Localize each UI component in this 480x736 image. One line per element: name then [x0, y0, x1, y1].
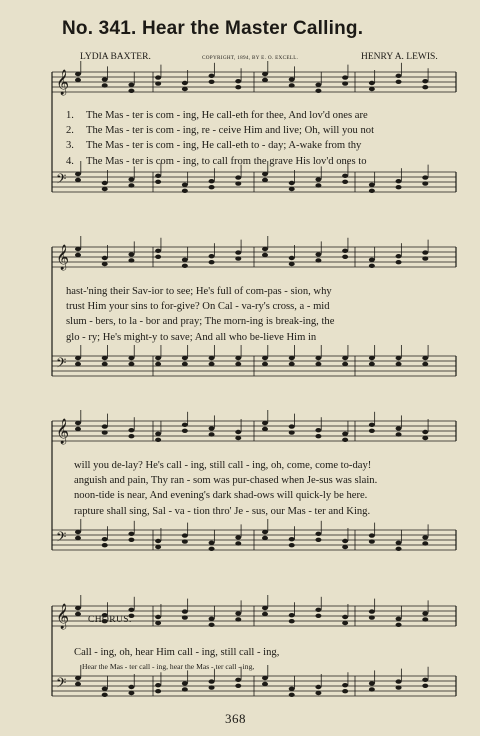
note-head [315, 356, 321, 360]
note-head [155, 362, 161, 366]
note-head [182, 423, 188, 427]
note-head [342, 180, 348, 184]
note-head [342, 75, 348, 79]
note-head [155, 249, 161, 253]
note-head [369, 362, 375, 366]
note-head [262, 536, 268, 540]
note-head [235, 617, 241, 621]
note-head [235, 436, 241, 440]
note-head [262, 247, 268, 251]
note-head [396, 541, 402, 545]
note-head [422, 678, 428, 682]
note-head [342, 174, 348, 178]
note-head [262, 72, 268, 76]
note-head [209, 260, 215, 264]
note-head [235, 250, 241, 254]
page-number: 368 [225, 711, 246, 726]
hymn-title: No. 341. Hear the Master Calling. [62, 18, 364, 39]
note-head [342, 249, 348, 253]
note-head [235, 535, 241, 539]
note-head [209, 185, 215, 189]
note-head [235, 678, 241, 682]
note-head [209, 547, 215, 551]
note-head [396, 356, 402, 360]
note-head [289, 256, 295, 260]
note-head [182, 429, 188, 433]
note-head [315, 428, 321, 432]
note-head [289, 83, 295, 87]
note-head [262, 178, 268, 182]
note-head [75, 247, 81, 251]
note-head [75, 606, 81, 610]
note-head [422, 256, 428, 260]
note-head [182, 264, 188, 268]
note-head [422, 684, 428, 688]
chorus-echo-lyric-line: Hear the Mas - ter call - ing, hear the Mas - ter call - ing, [82, 662, 255, 671]
note-head [342, 356, 348, 360]
note-head [128, 434, 134, 438]
verse-line: rapture shall sing, Sal - va - tion thro' Je - sus, our Mas - ter and King. [74, 505, 371, 517]
note-head [396, 74, 402, 78]
note-head [75, 530, 81, 534]
note-head [102, 262, 108, 266]
note-head [102, 430, 108, 434]
note-head [369, 539, 375, 543]
note-head [342, 438, 348, 442]
note-head [315, 608, 321, 612]
system3-lyrics [74, 458, 466, 519]
note-head [155, 438, 161, 442]
note-head [209, 362, 215, 366]
note-head [128, 691, 134, 695]
note-head [396, 679, 402, 683]
note-head [182, 681, 188, 685]
note-head [209, 80, 215, 84]
note-head [155, 255, 161, 259]
note-head [289, 613, 295, 617]
note-head [155, 432, 161, 436]
note-head [396, 362, 402, 366]
note-head [315, 691, 321, 695]
note-head [315, 685, 321, 689]
note-head [75, 427, 81, 431]
note-head [182, 258, 188, 262]
note-head [422, 250, 428, 254]
note-head [369, 189, 375, 193]
note-head [235, 79, 241, 83]
note-head [128, 89, 134, 93]
note-head [182, 356, 188, 360]
note-head [289, 362, 295, 366]
system2-lyrics [66, 284, 458, 345]
note-head [209, 432, 215, 436]
note-head [342, 432, 348, 436]
note-head [209, 74, 215, 78]
note-head [128, 356, 134, 360]
note-head [155, 545, 161, 549]
note-head [369, 609, 375, 613]
note-head [315, 89, 321, 93]
note-head [128, 685, 134, 689]
note-head [396, 426, 402, 430]
note-head [235, 175, 241, 179]
note-head [369, 87, 375, 91]
note-head [75, 612, 81, 616]
composer-credit: HENRY A. LEWIS. [361, 52, 438, 62]
note-head [342, 683, 348, 687]
note-head [422, 175, 428, 179]
bass-clef: 𝄢 [56, 675, 67, 694]
note-head [369, 681, 375, 685]
note-head [128, 532, 134, 536]
note-head [155, 621, 161, 625]
note-head [235, 430, 241, 434]
note-head [75, 421, 81, 425]
verse-line: noon-tide is near, And evening's dark shad-ows will quick-ly be here. [74, 490, 368, 502]
note-head [128, 428, 134, 432]
note-head [75, 72, 81, 76]
note-head [209, 426, 215, 430]
note-head [422, 611, 428, 615]
note-head [342, 539, 348, 543]
note-head [369, 687, 375, 691]
note-head [396, 617, 402, 621]
verse-line: 2. The Mas - ter is com - ing, re - ceive Him and live; Oh, will you not [66, 125, 375, 137]
note-head [369, 264, 375, 268]
note-head [182, 539, 188, 543]
verse-line: slum - bers, to la - bor and pray; The morn-ing is break-ing, the [66, 316, 335, 328]
note-head [102, 424, 108, 428]
note-head [155, 180, 161, 184]
note-head [182, 87, 188, 91]
note-head [209, 356, 215, 360]
note-head [396, 547, 402, 551]
note-head [342, 362, 348, 366]
bass-clef: 𝄢 [56, 355, 67, 374]
note-head [369, 429, 375, 433]
note-head [75, 253, 81, 257]
note-head [342, 615, 348, 619]
note-head [422, 181, 428, 185]
verse-line: 1. The Mas - ter is com - ing, He call-eth for thee, And lov'd ones are [66, 110, 368, 121]
note-head [315, 183, 321, 187]
note-head [102, 693, 108, 697]
note-head [209, 679, 215, 683]
note-head [289, 356, 295, 360]
note-head [209, 617, 215, 621]
note-head [262, 676, 268, 680]
note-head [235, 256, 241, 260]
note-head [289, 262, 295, 266]
note-head [235, 541, 241, 545]
bass-clef: 𝄢 [56, 171, 67, 190]
note-head [315, 434, 321, 438]
note-head [396, 254, 402, 258]
note-head [128, 183, 134, 187]
note-head [75, 682, 81, 686]
treble-clef: 𝄞 [56, 70, 70, 95]
note-head [422, 436, 428, 440]
note-head [369, 81, 375, 85]
note-head [182, 615, 188, 619]
note-head [289, 181, 295, 185]
note-head [422, 430, 428, 434]
note-head [342, 81, 348, 85]
note-head [369, 183, 375, 187]
verse-line: will you de-lay? He's call - ing, still call - ing, oh, come, come to-day! [74, 460, 372, 471]
note-head [262, 682, 268, 686]
note-head [209, 541, 215, 545]
note-head [342, 621, 348, 625]
treble-clef: 𝄞 [56, 604, 70, 629]
note-head [209, 254, 215, 258]
note-head [315, 258, 321, 262]
note-head [235, 684, 241, 688]
note-head [396, 623, 402, 627]
verse-line: anguish and pain, Thy ran - som was pur-chased when Je-sus was slain. [74, 475, 378, 487]
note-head [75, 362, 81, 366]
note-head [75, 356, 81, 360]
note-head [75, 178, 81, 182]
note-head [102, 537, 108, 541]
note-head [155, 683, 161, 687]
note-head [75, 536, 81, 540]
note-head [102, 362, 108, 366]
note-head [102, 77, 108, 81]
note-head [102, 356, 108, 360]
note-head [155, 81, 161, 85]
note-head [262, 530, 268, 534]
note-head [155, 615, 161, 619]
note-head [342, 689, 348, 693]
note-head [235, 611, 241, 615]
system1-lyrics [66, 108, 458, 169]
note-head [342, 255, 348, 259]
note-head [262, 172, 268, 176]
note-head [315, 362, 321, 366]
note-head [262, 606, 268, 610]
note-head [235, 356, 241, 360]
note-head [396, 179, 402, 183]
note-head [182, 81, 188, 85]
bass-clef: 𝄢 [56, 529, 67, 548]
note-head [75, 172, 81, 176]
note-head [396, 432, 402, 436]
note-head [396, 260, 402, 264]
note-head [315, 614, 321, 618]
note-head [289, 430, 295, 434]
note-head [422, 79, 428, 83]
note-head [369, 258, 375, 262]
note-head [102, 187, 108, 191]
note-head [262, 421, 268, 425]
note-head [102, 687, 108, 691]
note-head [369, 356, 375, 360]
verse-line: 3. The Mas - ter is com - ing, He call-eth to - day; A-wake from thy [66, 140, 362, 152]
note-head [342, 545, 348, 549]
note-head [422, 541, 428, 545]
note-head [128, 362, 134, 366]
note-head [396, 185, 402, 189]
note-head [369, 615, 375, 619]
copyright-notice: COPYRIGHT, 1894, BY E. O. EXCELL. [202, 55, 299, 61]
note-head [102, 83, 108, 87]
note-head [182, 687, 188, 691]
note-head [102, 181, 108, 185]
note-head [422, 85, 428, 89]
note-head [369, 533, 375, 537]
note-head [155, 75, 161, 79]
note-head [182, 609, 188, 613]
note-head [128, 258, 134, 262]
verse-line: glo - ry; He's might-y to save; And all who be-lieve Him in [66, 331, 317, 343]
note-head [262, 78, 268, 82]
note-head [369, 423, 375, 427]
note-head [422, 617, 428, 621]
note-head [289, 187, 295, 191]
note-head [396, 80, 402, 84]
note-head [262, 362, 268, 366]
note-head [209, 623, 215, 627]
note-head [422, 362, 428, 366]
note-head [262, 253, 268, 257]
note-head [128, 83, 134, 87]
treble-clef: 𝄞 [56, 419, 70, 444]
note-head [289, 537, 295, 541]
note-head [155, 539, 161, 543]
lyricist-credit: LYDIA BAXTER. [80, 52, 151, 62]
note-head [235, 362, 241, 366]
note-head [289, 543, 295, 547]
note-head [128, 177, 134, 181]
note-head [422, 356, 428, 360]
note-head [422, 535, 428, 539]
note-head [155, 356, 161, 360]
note-head [128, 538, 134, 542]
verse-line: 4. The Mas - ter is com - ing, to call from the grave His lov'd ones to [66, 155, 367, 167]
verse-line: hast-'ning their Sav-ior to see; He's full of com-pas - sion, why [66, 286, 332, 297]
note-head [289, 424, 295, 428]
note-head [182, 362, 188, 366]
note-head [396, 685, 402, 689]
note-head [209, 685, 215, 689]
note-head [102, 543, 108, 547]
note-head [315, 532, 321, 536]
chorus-label: CHORUS. [88, 615, 132, 625]
note-head [315, 538, 321, 542]
note-head [315, 83, 321, 87]
treble-clef: 𝄞 [56, 245, 70, 270]
note-head [209, 179, 215, 183]
note-head [289, 693, 295, 697]
note-head [155, 174, 161, 178]
note-head [75, 78, 81, 82]
note-head [182, 183, 188, 187]
note-head [262, 427, 268, 431]
note-head [315, 252, 321, 256]
note-head [182, 533, 188, 537]
note-head [102, 256, 108, 260]
verse-line: trust Him your sins to for-give? On Cal - va-ry's cross, a - mid [66, 301, 330, 313]
chorus-lyric-line: Call - ing, oh, hear Him call - ing, still call - ing, [74, 647, 280, 658]
note-head [289, 687, 295, 691]
note-head [262, 612, 268, 616]
note-head [128, 608, 134, 612]
note-head [262, 356, 268, 360]
note-head [315, 177, 321, 181]
note-head [289, 77, 295, 81]
note-head [155, 689, 161, 693]
note-head [75, 676, 81, 680]
note-head [128, 252, 134, 256]
note-head [182, 189, 188, 193]
note-head [289, 619, 295, 623]
note-head [235, 85, 241, 89]
note-head [235, 181, 241, 185]
